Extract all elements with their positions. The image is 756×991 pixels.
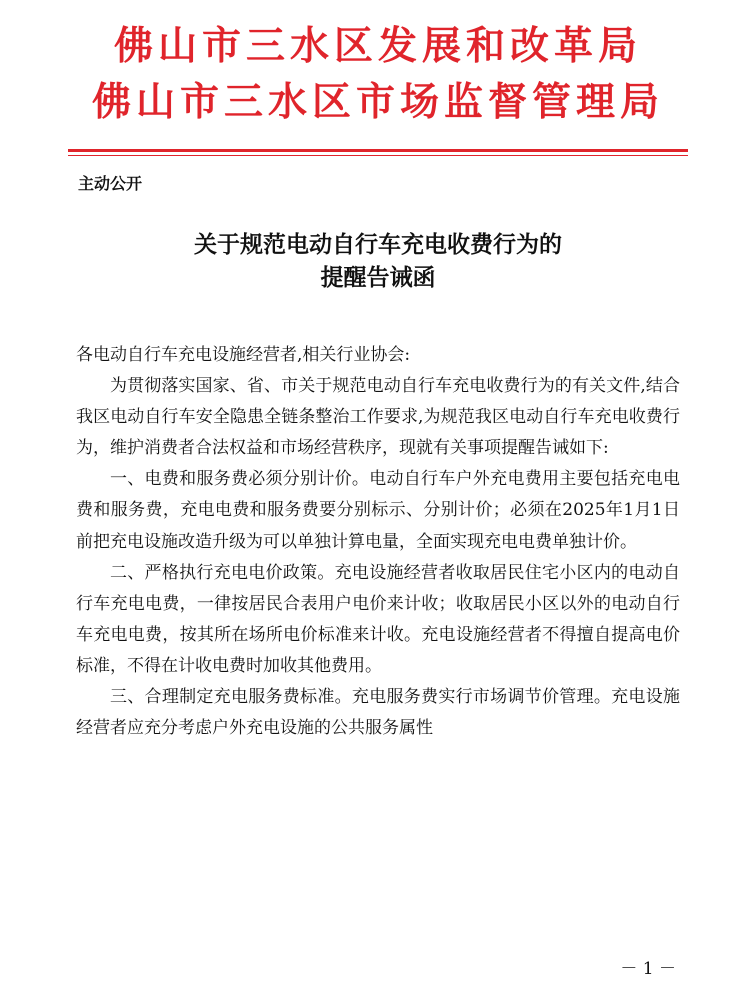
issuing-org-1: 佛山市三水区发展和改革局 [113,23,642,69]
title-line-2: 提醒告诫函 [320,265,436,291]
paragraph-item-3: 三、合理制定充电服务费标准。充电服务费实行市场调节价管理。充电设施经营者应充分考虑户外充电设施的公共服务属性 [76,687,680,739]
document-title [0,229,756,295]
document-body [76,340,680,744]
title-line-1: 关于规范电动自行车充电收费行为的 [194,232,562,258]
paragraph-intro: 为贯彻落实国家、省、市关于规范电动自行车充电收费行为的有关文件,结合我区电动自行车安全隐患全链条整治工作要求,为规范我区电动自行车充电收费行为，维护消费者合法权益和市场经营秩序，现就有关事项提醒告诫如下: [76,376,680,459]
page-number: － 1 － [620,959,676,979]
salutation: 各电动自行车充电设施经营者,相关行业协会: [76,345,411,365]
letterhead-divider-thin [68,155,688,156]
letterhead-divider-thick [68,149,688,152]
disclosure-label: 主动公开 [78,174,143,193]
issuing-org-2: 佛山市三水区市场监督管理局 [91,79,664,125]
letterhead [0,18,756,130]
paragraph-item-2: 二、严格执行充电电价政策。充电设施经营者收取居民住宅小区内的电动自行车充电电费，一律按居民合表用户电价来计收；收取居民小区以外的电动自行车充电电费，按其所在场所电价标准来计收。充电设施经营者不得擅自提高电价标准，不得在计收电费时加收其他费用。 [76,562,680,676]
paragraph-item-1: 一、电费和服务费必须分别计价。电动自行车户外充电费用主要包括充电电费和服务费，充电电费和服务费要分别标示、分别计价；必须在2025年1月1日前把充电设施改造升级为可以单独计算电量，全面实现充电电费单独计价。 [76,469,680,552]
